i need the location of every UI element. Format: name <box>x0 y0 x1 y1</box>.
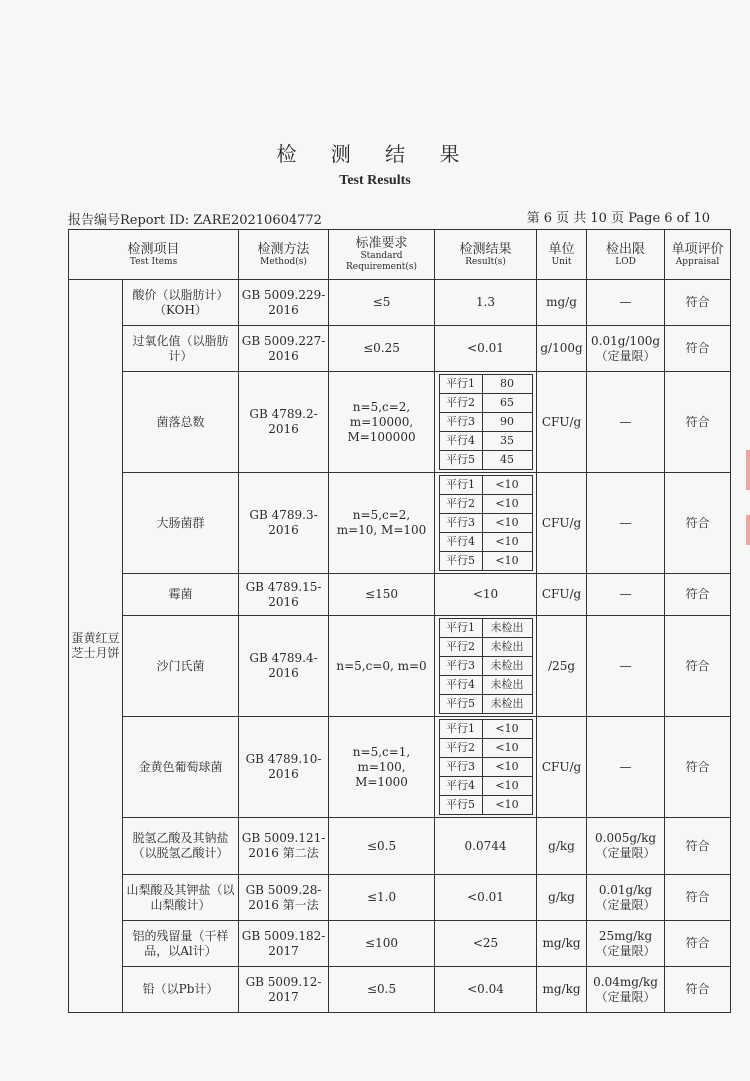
parallel-row <box>439 676 532 695</box>
result-parallels <box>435 372 537 473</box>
parallel-label: 平行5 <box>439 451 482 470</box>
appraisal: 符合 <box>665 616 731 717</box>
col-header: 检出限 LOD <box>587 230 665 280</box>
test-method: GB 5009.28-2016 第一法 <box>239 875 329 921</box>
standard-requirement: ≤0.5 <box>329 818 435 875</box>
parallel-row <box>439 720 532 739</box>
parallel-value: 未检出 <box>482 676 532 695</box>
parallel-table <box>439 618 533 714</box>
table-row <box>69 616 731 717</box>
parallel-row <box>439 533 532 552</box>
lod: — <box>587 616 665 717</box>
test-method: GB 4789.3-2016 <box>239 473 329 574</box>
test-result: <0.04 <box>435 967 537 1013</box>
parallel-label: 平行3 <box>439 413 482 432</box>
test-method: GB 5009.12-2017 <box>239 967 329 1013</box>
parallel-label: 平行1 <box>439 375 482 394</box>
test-item: 山梨酸及其钾盐（以山梨酸计） <box>123 875 239 921</box>
parallel-value: 90 <box>482 413 532 432</box>
appraisal: 符合 <box>665 326 731 372</box>
parallel-row <box>439 796 532 815</box>
parallel-label: 平行1 <box>439 476 482 495</box>
parallel-label: 平行5 <box>439 695 482 714</box>
col-header: 检测结果 Result(s) <box>435 230 537 280</box>
table-row <box>69 921 731 967</box>
test-item: 霉菌 <box>123 574 239 616</box>
test-method: GB 5009.229-2016 <box>239 280 329 326</box>
lod: — <box>587 473 665 574</box>
unit: mg/kg <box>537 967 587 1013</box>
table-row <box>69 818 731 875</box>
parallel-row <box>439 695 532 714</box>
parallel-row <box>439 619 532 638</box>
test-item: 过氧化值（以脂肪计） <box>123 326 239 372</box>
appraisal: 符合 <box>665 967 731 1013</box>
standard-requirement: n=5,c=1, m=100, M=1000 <box>329 717 435 818</box>
parallel-value: 80 <box>482 375 532 394</box>
parallel-value: 45 <box>482 451 532 470</box>
parallel-row <box>439 394 532 413</box>
parallel-label: 平行1 <box>439 720 482 739</box>
parallel-row <box>439 657 532 676</box>
test-method: GB 5009.182-2017 <box>239 921 329 967</box>
seal-edge-mark <box>746 515 750 545</box>
parallel-value: <10 <box>482 533 532 552</box>
unit: mg/g <box>537 280 587 326</box>
parallel-row <box>439 552 532 571</box>
parallel-value: <10 <box>482 552 532 571</box>
seal-edge-mark <box>746 450 750 490</box>
unit: CFU/g <box>537 473 587 574</box>
test-method: GB 4789.4-2016 <box>239 616 329 717</box>
standard-requirement: ≤0.5 <box>329 967 435 1013</box>
parallel-row <box>439 777 532 796</box>
parallel-value: 未检出 <box>482 657 532 676</box>
col-header: 标准要求 Standard Requirement(s) <box>329 230 435 280</box>
parallel-table <box>439 374 533 470</box>
table-row <box>69 280 731 326</box>
results-table <box>68 229 731 1013</box>
test-result: <0.01 <box>435 875 537 921</box>
test-method: GB 5009.227-2016 <box>239 326 329 372</box>
standard-requirement: ≤1.0 <box>329 875 435 921</box>
parallel-label: 平行1 <box>439 619 482 638</box>
parallel-row <box>439 638 532 657</box>
parallel-label: 平行2 <box>439 739 482 758</box>
appraisal: 符合 <box>665 875 731 921</box>
table-row <box>69 326 731 372</box>
parallel-row <box>439 758 532 777</box>
parallel-label: 平行4 <box>439 533 482 552</box>
lod: — <box>587 280 665 326</box>
test-result: 0.0744 <box>435 818 537 875</box>
test-method: GB 4789.2-2016 <box>239 372 329 473</box>
standard-requirement: ≤0.25 <box>329 326 435 372</box>
lod: 0.01g/kg（定量限） <box>587 875 665 921</box>
parallel-row <box>439 432 532 451</box>
appraisal: 符合 <box>665 473 731 574</box>
parallel-label: 平行4 <box>439 676 482 695</box>
standard-requirement: ≤150 <box>329 574 435 616</box>
test-method: GB 4789.10-2016 <box>239 717 329 818</box>
unit: g/100g <box>537 326 587 372</box>
parallel-label: 平行5 <box>439 796 482 815</box>
standard-requirement: ≤100 <box>329 921 435 967</box>
table-row <box>69 473 731 574</box>
page-title-en: Test Results <box>339 173 411 188</box>
parallel-row <box>439 739 532 758</box>
test-item: 酸价（以脂肪计）（KOH） <box>123 280 239 326</box>
parallel-label: 平行5 <box>439 552 482 571</box>
unit: CFU/g <box>537 717 587 818</box>
test-item: 铝的残留量（干样品，以Al计） <box>123 921 239 967</box>
lod: 0.005g/kg（定量限） <box>587 818 665 875</box>
parallel-value: 未检出 <box>482 638 532 657</box>
table-row <box>69 372 731 473</box>
parallel-value: <10 <box>482 758 532 777</box>
lod: — <box>587 372 665 473</box>
result-parallels <box>435 616 537 717</box>
lod: — <box>587 717 665 818</box>
parallel-row <box>439 476 532 495</box>
appraisal: 符合 <box>665 574 731 616</box>
test-result: <10 <box>435 574 537 616</box>
sample-name: 蛋黄红豆芝士月饼 <box>69 280 123 1013</box>
parallel-label: 平行2 <box>439 394 482 413</box>
appraisal: 符合 <box>665 717 731 818</box>
parallel-label: 平行2 <box>439 638 482 657</box>
parallel-table <box>439 719 533 815</box>
test-result: <25 <box>435 921 537 967</box>
test-result: 1.3 <box>435 280 537 326</box>
unit: mg/kg <box>537 921 587 967</box>
appraisal: 符合 <box>665 921 731 967</box>
parallel-row <box>439 514 532 533</box>
test-item: 沙门氏菌 <box>123 616 239 717</box>
test-method: GB 5009.121-2016 第二法 <box>239 818 329 875</box>
parallel-value: 未检出 <box>482 619 532 638</box>
standard-requirement: n=5,c=2, m=10000, M=100000 <box>329 372 435 473</box>
report-id: 报告编号Report ID: ZARE20210604772 <box>68 213 322 228</box>
unit: g/kg <box>537 875 587 921</box>
test-result: <0.01 <box>435 326 537 372</box>
result-parallels <box>435 717 537 818</box>
table-row <box>69 967 731 1013</box>
table-row <box>69 717 731 818</box>
parallel-label: 平行4 <box>439 432 482 451</box>
test-item: 大肠菌群 <box>123 473 239 574</box>
parallel-value: <10 <box>482 739 532 758</box>
page-title-cn: 检 测 结 果 <box>276 142 474 166</box>
standard-requirement: n=5,c=0, m=0 <box>329 616 435 717</box>
parallel-label: 平行2 <box>439 495 482 514</box>
table-row <box>69 574 731 616</box>
unit: /25g <box>537 616 587 717</box>
parallel-label: 平行3 <box>439 758 482 777</box>
parallel-value: <10 <box>482 720 532 739</box>
appraisal: 符合 <box>665 280 731 326</box>
col-header: 检测方法 Method(s) <box>239 230 329 280</box>
parallel-value: <10 <box>482 777 532 796</box>
result-parallels <box>435 473 537 574</box>
table-row <box>69 875 731 921</box>
test-item: 铅（以Pb计） <box>123 967 239 1013</box>
parallel-label: 平行3 <box>439 657 482 676</box>
unit: CFU/g <box>537 574 587 616</box>
lod: 0.01g/100g（定量限） <box>587 326 665 372</box>
standard-requirement: ≤5 <box>329 280 435 326</box>
standard-requirement: n=5,c=2, m=10, M=100 <box>329 473 435 574</box>
parallel-row <box>439 451 532 470</box>
parallel-row <box>439 495 532 514</box>
test-item: 金黄色葡萄球菌 <box>123 717 239 818</box>
col-header: 单项评价 Appraisal <box>665 230 731 280</box>
lod: 0.04mg/kg（定量限） <box>587 967 665 1013</box>
parallel-value: 未检出 <box>482 695 532 714</box>
parallel-row <box>439 413 532 432</box>
appraisal: 符合 <box>665 372 731 473</box>
table-header-row <box>69 230 731 280</box>
lod: — <box>587 574 665 616</box>
parallel-label: 平行3 <box>439 514 482 533</box>
parallel-value: 35 <box>482 432 532 451</box>
col-header: 单位 Unit <box>537 230 587 280</box>
parallel-value: <10 <box>482 514 532 533</box>
parallel-value: <10 <box>482 476 532 495</box>
unit: g/kg <box>537 818 587 875</box>
test-item: 菌落总数 <box>123 372 239 473</box>
appraisal: 符合 <box>665 818 731 875</box>
parallel-table <box>439 475 533 571</box>
page-number: 第 6 页 共 10 页 Page 6 of 10 <box>526 211 710 226</box>
parallel-value: <10 <box>482 796 532 815</box>
test-item: 脱氢乙酸及其钠盐（以脱氢乙酸计） <box>123 818 239 875</box>
col-header: 检测项目 Test Items <box>69 230 239 280</box>
unit: CFU/g <box>537 372 587 473</box>
test-method: GB 4789.15-2016 <box>239 574 329 616</box>
parallel-value: 65 <box>482 394 532 413</box>
parallel-row <box>439 375 532 394</box>
lod: 25mg/kg（定量限） <box>587 921 665 967</box>
parallel-label: 平行4 <box>439 777 482 796</box>
parallel-value: <10 <box>482 495 532 514</box>
